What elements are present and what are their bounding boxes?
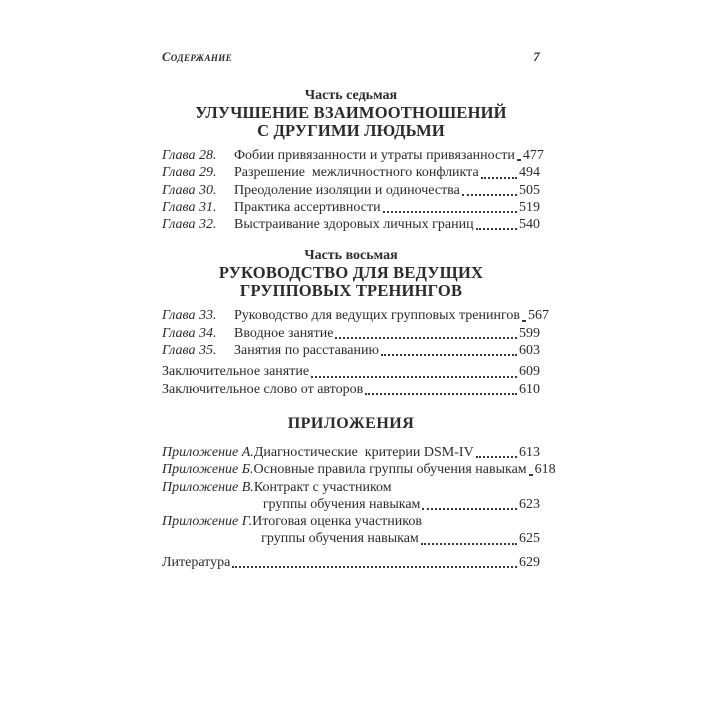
toc-entry-title: Разрешение межличностного конфликта (234, 165, 479, 181)
toc-entry-title-line-2: группы обучения навыкам (262, 496, 421, 512)
toc-entry-label: Приложение А. (162, 444, 254, 460)
dot-leader (481, 164, 517, 178)
toc-entry-title: Заключительное занятие (162, 364, 310, 380)
toc-entry-title-multiline (254, 479, 540, 514)
toc-entry-page: 519 (519, 199, 540, 215)
dot-leader (232, 554, 517, 568)
toc-entry-title-line-2-row (254, 496, 540, 513)
toc-entry-title: Заключительное слово от авторов (162, 381, 364, 397)
dot-leader (476, 444, 517, 458)
toc-entry-page: 567 (528, 308, 550, 324)
toc-entry (162, 307, 550, 324)
toc-entry-page: 477 (522, 148, 544, 163)
toc-entry-title: Вводное занятие (234, 325, 334, 341)
toc-entry-title-line-2-row (252, 530, 540, 547)
toc-entry-title: Преодоление изоляции и одиночества (234, 182, 460, 198)
toc-entry-page: 609 (519, 364, 540, 380)
toc-entry-page: 629 (519, 554, 540, 570)
toc-entry (162, 444, 540, 461)
toc-standalone-entries (162, 363, 540, 398)
toc-entry (162, 554, 540, 571)
toc-entry-label: Глава 29. (162, 165, 217, 181)
toc-entry-page: 625 (519, 531, 540, 547)
section-title-line: УЛУЧШЕНИЕ ВЗАИМООТНОШЕНИЙ (195, 103, 507, 122)
toc-entry-page: 610 (519, 381, 540, 397)
toc-entry-label: Глава 33. (162, 308, 217, 324)
toc-entry-label: Глава 30. (162, 182, 217, 198)
toc-entry-title: Выстраивание здоровых личных границ (234, 217, 474, 233)
dot-leader (421, 530, 517, 544)
toc-entry-label: Глава 35. (162, 343, 217, 359)
dot-leader (311, 363, 517, 377)
section-kicker: Часть седьмая (304, 88, 398, 103)
toc-entry-label: Глава 28. (162, 148, 217, 163)
toc-entry (162, 325, 540, 342)
toc-entry (162, 363, 540, 380)
toc-entry (162, 342, 540, 359)
section-kicker: Часть восьмая (304, 248, 398, 264)
toc-entry-title: Занятия по расставанию (234, 343, 379, 359)
page-number: 7 (533, 50, 540, 64)
section-part-7 (162, 87, 544, 233)
toc-entries (162, 307, 550, 359)
toc-entry-title: Литература (162, 554, 231, 570)
toc-entry (162, 164, 540, 181)
toc-entry (162, 216, 540, 233)
toc-entry-page: 505 (519, 182, 540, 198)
dot-leader (462, 182, 517, 196)
dot-leader (383, 199, 517, 213)
toc-entry-title: Диагностические критерии DSM-IV (253, 444, 474, 460)
section-title-line: РУКОВОДСТВО ДЛЯ ВЕДУЩИХ (218, 263, 484, 283)
toc-entry (162, 381, 540, 398)
toc-entry-page: 623 (519, 496, 540, 512)
toc-entry (162, 513, 540, 548)
dot-leader (381, 342, 517, 356)
toc-entry-label: Приложение Г. (162, 514, 253, 530)
dot-leader (365, 381, 517, 395)
toc-entry (162, 182, 540, 199)
toc-entry-page: 603 (519, 343, 540, 359)
toc-entry-title-multiline (252, 513, 540, 548)
toc-entry-label: Приложение В. (162, 479, 254, 495)
toc-entry (162, 461, 556, 478)
toc-entry-label: Приложение Б. (162, 462, 254, 478)
toc-entry-page: 613 (519, 444, 540, 460)
toc-entries (162, 147, 544, 233)
toc-entry-page: 618 (534, 462, 556, 478)
toc-entry (162, 199, 540, 216)
appendices-heading: ПРИЛОЖЕНИЯ (287, 414, 415, 432)
toc-entry-page: 494 (519, 165, 540, 181)
toc-entry-title: Фобии привязанности и утраты привязанности (234, 148, 515, 163)
dot-leader (476, 216, 517, 230)
toc-entry (162, 479, 540, 514)
toc-entry-page: 540 (519, 217, 540, 233)
dot-leader (335, 325, 517, 339)
running-head (162, 50, 540, 65)
toc-entry-label: Глава 34. (162, 325, 217, 341)
section-appendices (162, 414, 556, 571)
dot-leader (522, 307, 526, 321)
running-title: Содержание (162, 50, 233, 64)
toc-entry-page: 599 (519, 325, 540, 341)
toc-entry-title: Основные правила группы обучения навыкам (253, 462, 527, 478)
dot-leader (422, 496, 517, 510)
toc-entry-title: Практика ассертивности (234, 199, 381, 215)
section-part-8 (162, 247, 550, 397)
toc-entry-title-line-1: Контракт с участником (253, 479, 392, 495)
toc-entry-label: Глава 31. (162, 199, 217, 215)
section-title-line: ГРУППОВЫХ ТРЕНИНГОВ (239, 281, 463, 301)
toc-content (162, 50, 556, 571)
dot-leader (517, 147, 521, 161)
toc-entry-label: Глава 32. (162, 217, 217, 233)
toc-entry-title: Руководство для ведущих групповых тренингов (234, 308, 521, 324)
toc-entry-title-line-1: Итоговая оценка участников (252, 514, 422, 530)
toc-entries (162, 444, 556, 571)
toc-entry (162, 147, 544, 164)
dot-leader (529, 461, 533, 475)
section-title-line: С ДРУГИМИ ЛЮДЬМИ (257, 121, 445, 140)
toc-entry-title-line-2: группы обучения навыкам (261, 531, 419, 547)
